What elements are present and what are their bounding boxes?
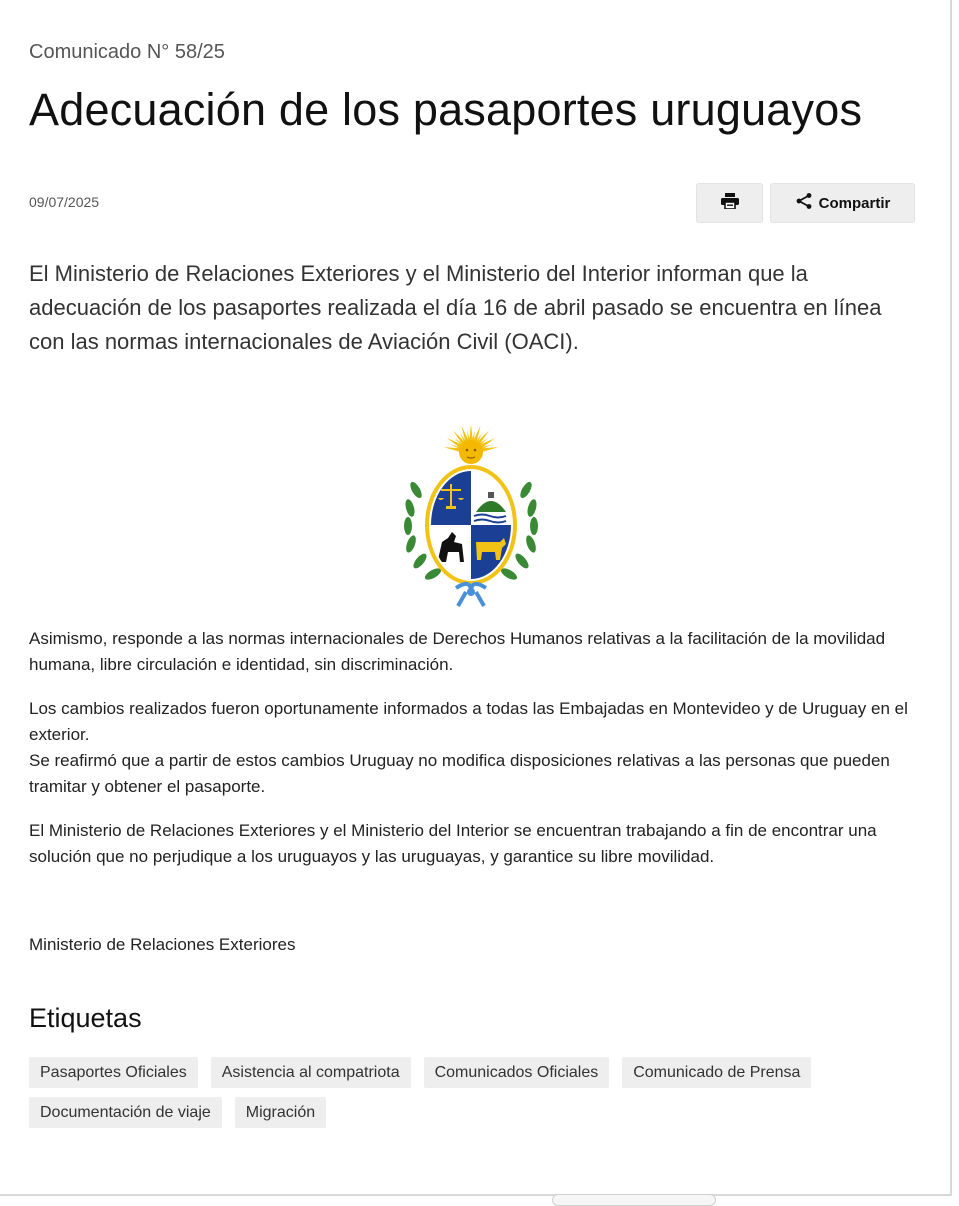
signature: Ministerio de Relaciones Exteriores xyxy=(29,935,296,954)
body-paragraph-1: Asimismo, responde a las normas internacionales de Derechos Humanos relativas a la facilitación de la movilidad humana, libre circulación e identidad, sin discriminación. xyxy=(29,629,886,674)
tag-migracion[interactable]: Migración xyxy=(235,1097,326,1128)
body-paragraph-2a: Los cambios realizados fueron oportunamente informados a todas las Embajadas en Montevideo y de Uruguay en el exterior. xyxy=(29,699,908,744)
tag-asistencia-compatriota[interactable]: Asistencia al compatriota xyxy=(211,1057,411,1088)
lead-paragraph: El Ministerio de Relaciones Exteriores y el Ministerio del Interior informan que la adecuación de los pasaportes realizada el día 16 de abril pasado se encuentra en línea con las normas internacionales de Aviación Civil (OACI). xyxy=(29,261,882,354)
share-label: Compartir xyxy=(818,194,891,212)
printer-icon xyxy=(721,193,739,213)
page-title: Adecuación de los pasaportes uruguayos xyxy=(29,84,863,135)
publish-date: 09/07/2025 xyxy=(29,194,100,210)
tag-documentacion-viaje[interactable]: Documentación de viaje xyxy=(29,1097,222,1128)
tag-comunicado-prensa[interactable]: Comunicado de Prensa xyxy=(622,1057,811,1088)
body-paragraph-2b: Se reafirmó que a partir de estos cambios Uruguay no modifica disposiciones relativas a las personas que pueden tramitar y obtener el pasaporte. xyxy=(29,751,890,796)
bottom-toolbar-edge xyxy=(552,1194,716,1206)
communique-number: Comunicado N° 58/25 xyxy=(29,41,225,63)
share-button[interactable] xyxy=(770,183,915,223)
tags-heading: Etiquetas xyxy=(29,1003,142,1033)
share-icon xyxy=(795,192,813,214)
body-paragraph-2 xyxy=(29,696,909,800)
body-paragraph-3: El Ministerio de Relaciones Exteriores y el Ministerio del Interior se encuentran trabajando a fin de encontrar una solución que no perjudique a los uruguayos y las uruguayas, y garantice su libre movilidad. xyxy=(29,821,877,866)
coat-of-arms-image xyxy=(396,420,546,608)
tag-list xyxy=(29,1057,909,1128)
print-button[interactable] xyxy=(696,183,763,223)
tag-comunicados-oficiales[interactable]: Comunicados Oficiales xyxy=(424,1057,610,1088)
tag-pasaportes-oficiales[interactable]: Pasaportes Oficiales xyxy=(29,1057,198,1088)
